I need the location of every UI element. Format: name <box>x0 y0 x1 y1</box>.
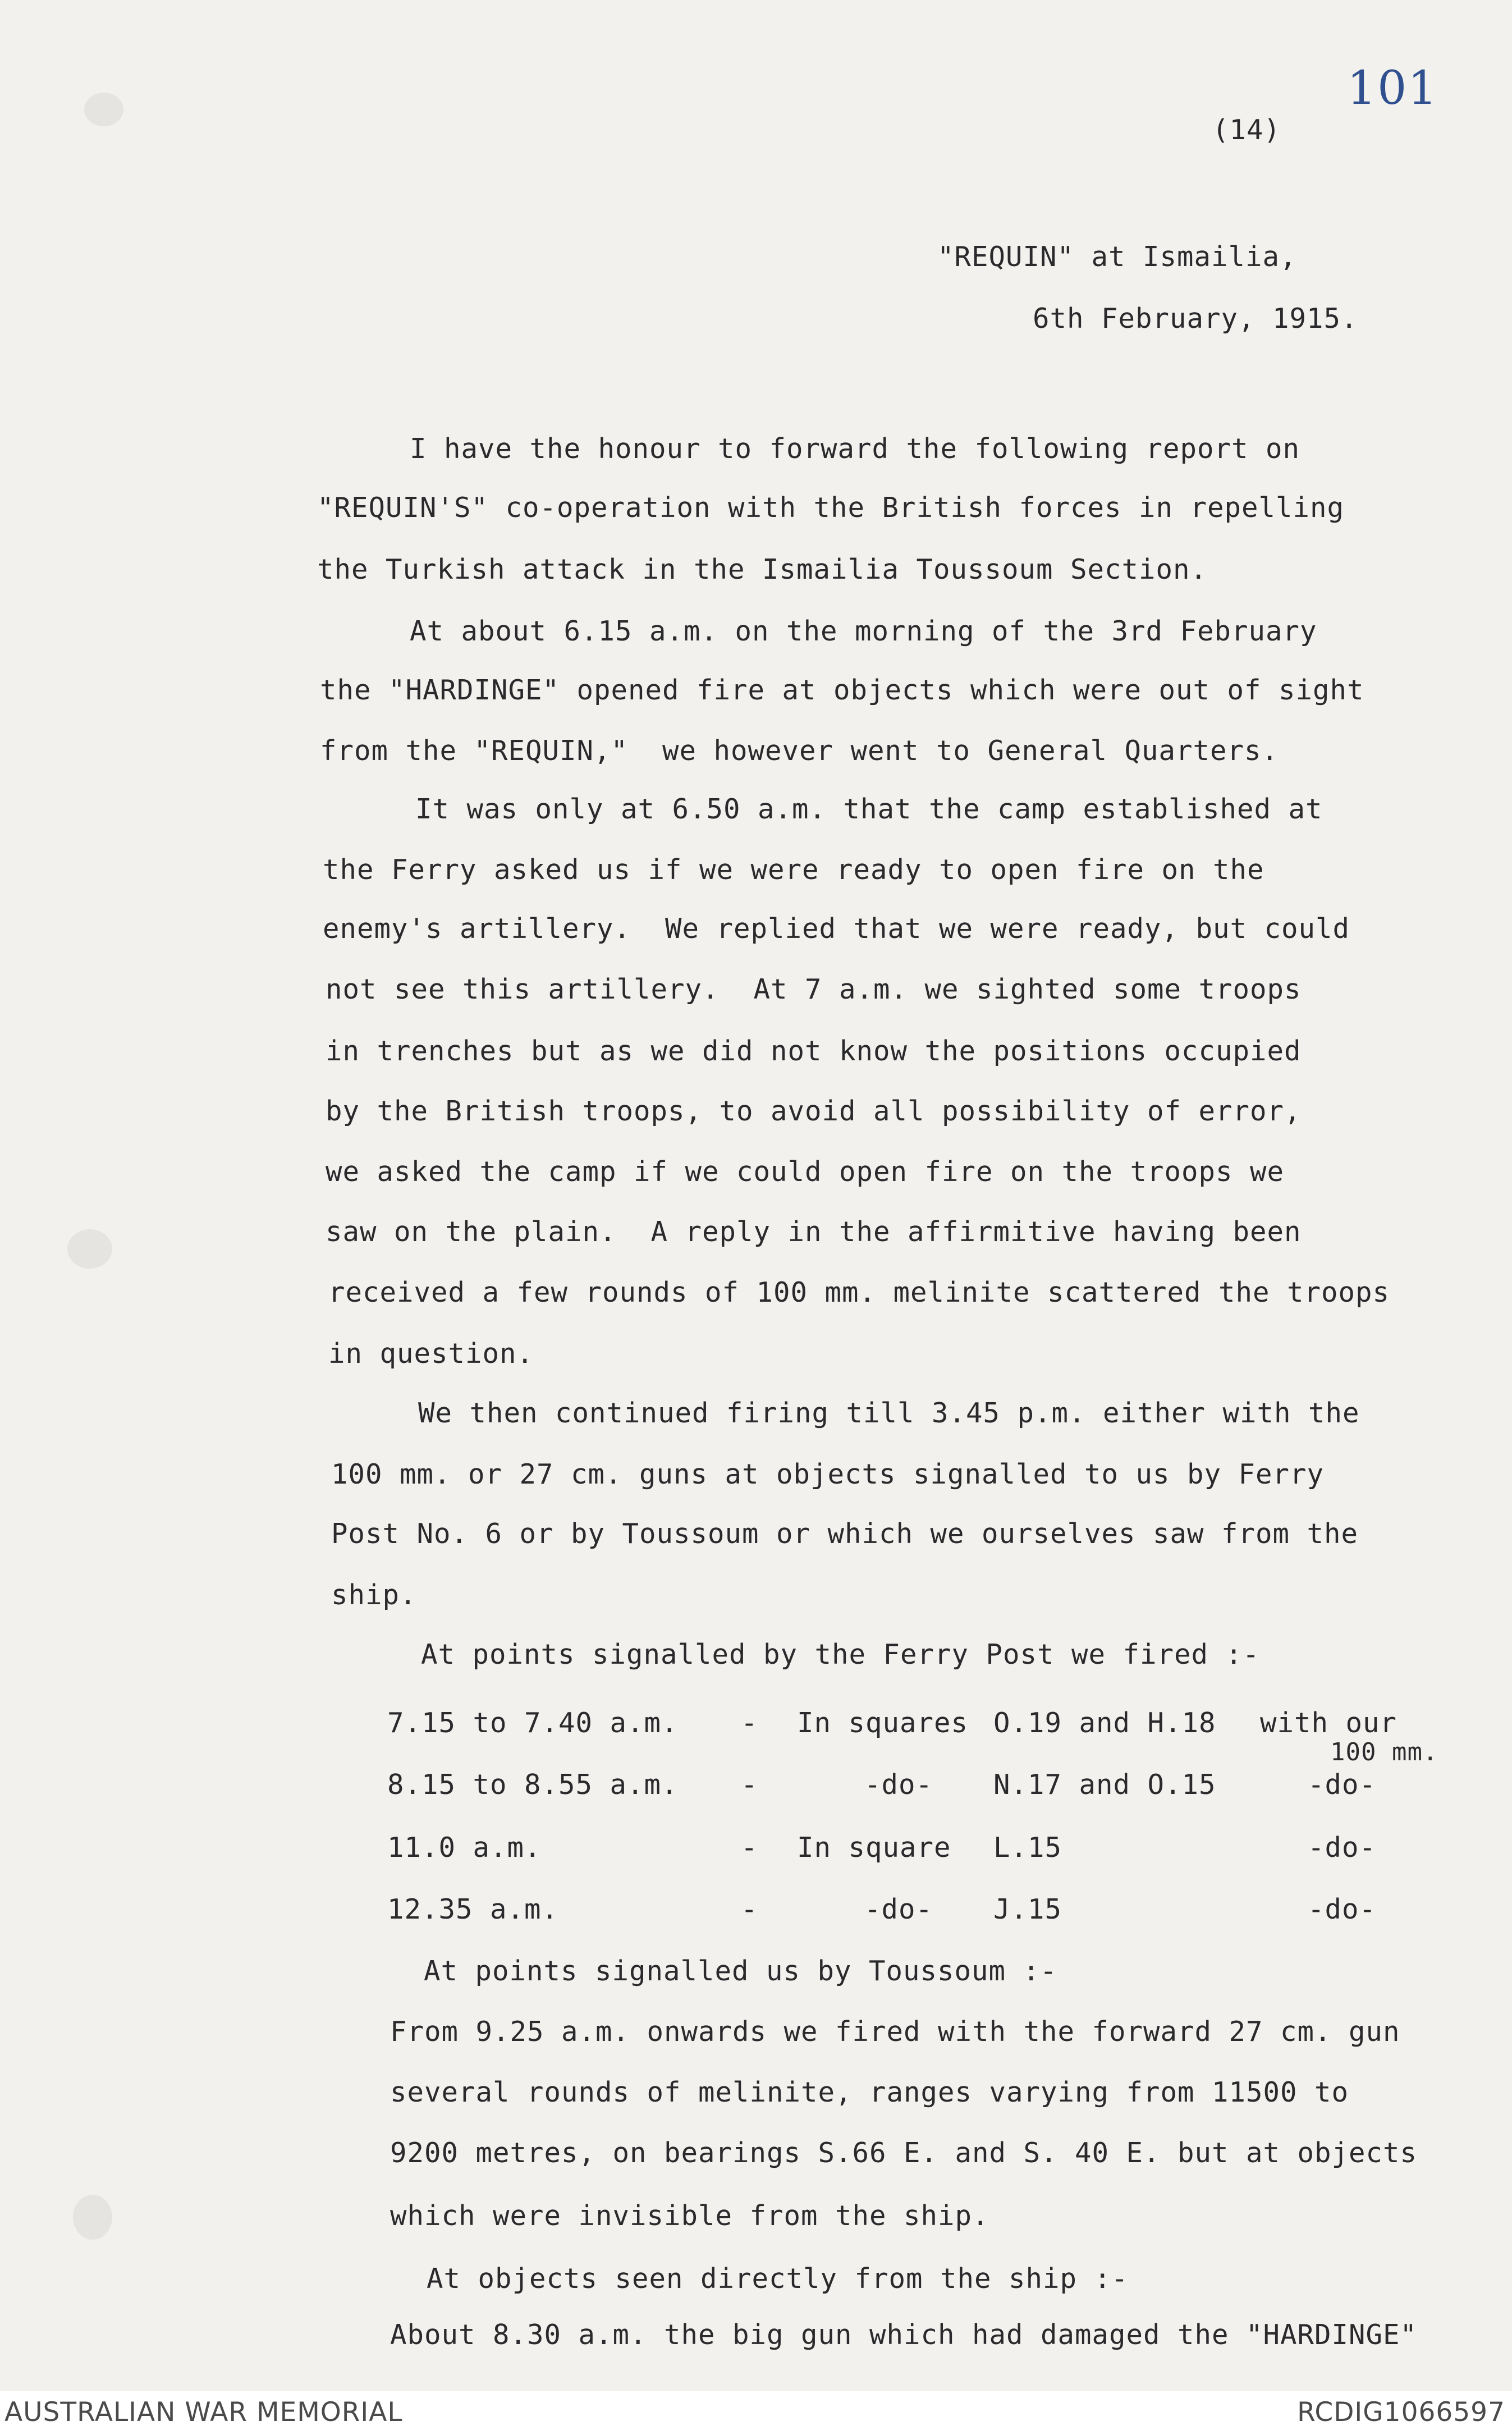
footer-item-id: RCDIG1066597 <box>1297 2397 1505 2428</box>
body-line: the "HARDINGE" opened fire at objects which were out of sight <box>320 674 1364 706</box>
table-row-squares: J.15 <box>993 1893 1062 1925</box>
table-row-time: 7.15 to 7.40 a.m. <box>387 1707 679 1739</box>
body-line: in trenches but as we did not know the positions occupied <box>326 1035 1302 1067</box>
body-line: 9200 metres, on bearings S.66 E. and S. 40 E. but at objects <box>390 2137 1418 2169</box>
date-line: 6th February, 1915. <box>1033 303 1358 335</box>
body-line: At about 6.15 a.m. on the morning of the 3rd February <box>410 615 1317 647</box>
page-number: (14) <box>1212 114 1281 146</box>
paper-crease-mark <box>67 1229 112 1269</box>
body-line: in question. <box>328 1338 534 1370</box>
table-row-place: -do- <box>864 1769 933 1801</box>
table-row-time: 12.35 a.m. <box>387 1893 559 1925</box>
table-row-squares: L.15 <box>993 1832 1062 1864</box>
location-line: "REQUIN" at Ismailia, <box>937 241 1297 273</box>
body-line: the Ferry asked us if we were ready to open fire on the <box>323 854 1264 886</box>
table-row-dash: - <box>741 1893 758 1925</box>
body-line: 100 mm. or 27 cm. guns at objects signalled to us by Ferry <box>331 1458 1325 1490</box>
body-line: received a few rounds of 100 mm. melinite scattered the troops <box>328 1276 1390 1308</box>
body-line: which were invisible from the ship. <box>390 2200 989 2232</box>
table-row-gun: -do- <box>1308 1769 1377 1801</box>
table-row-gun: with our <box>1260 1707 1398 1739</box>
table-row-gun: -do- <box>1308 1893 1377 1925</box>
body-line: several rounds of melinite, ranges varying from 11500 to <box>390 2076 1349 2108</box>
body-line: It was only at 6.50 a.m. that the camp established at <box>415 793 1323 825</box>
paper-crease-mark <box>73 2195 112 2240</box>
body-line: I have the honour to forward the following report on <box>410 433 1300 465</box>
table-row-dash: - <box>741 1832 758 1864</box>
body-line: About 8.30 a.m. the big gun which had damaged the "HARDINGE" <box>390 2319 1418 2351</box>
table-row-place: In squares <box>797 1707 969 1739</box>
body-line: "REQUIN'S" co-operation with the British forces in repelling <box>317 492 1345 524</box>
table-row-dash: - <box>741 1769 758 1801</box>
footer-institution: AUSTRALIAN WAR MEMORIAL <box>4 2397 403 2428</box>
gun-caliber-note: 100 mm. <box>1330 1738 1438 1766</box>
table-row-place: In square <box>797 1832 951 1864</box>
body-line: At objects seen directly from the ship :- <box>427 2263 1129 2295</box>
archive-reference-number: 101 <box>1347 62 1438 115</box>
body-line: At points signalled us by Toussoum :- <box>424 1955 1057 1987</box>
table-row-squares: O.19 and H.18 <box>993 1707 1216 1739</box>
table-row-gun: -do- <box>1308 1832 1377 1864</box>
body-line: the Turkish attack in the Ismailia Toussoum Section. <box>317 553 1208 585</box>
body-line: saw on the plain. A reply in the affirmitive having been <box>326 1216 1302 1248</box>
body-line: enemy's artillery. We replied that we were ready, but could <box>323 913 1350 945</box>
body-line: At points signalled by the Ferry Post we fired :- <box>421 1638 1260 1670</box>
body-line: Post No. 6 or by Toussoum or which we ourselves saw from the <box>331 1518 1359 1550</box>
body-line: from the "REQUIN," we however went to General Quarters. <box>320 735 1279 767</box>
body-line: ship. <box>331 1579 417 1611</box>
body-line: We then continued firing till 3.45 p.m. either with the <box>418 1397 1360 1429</box>
body-line: by the British troops, to avoid all possibility of error, <box>326 1095 1302 1127</box>
table-row-squares: N.17 and O.15 <box>993 1769 1216 1801</box>
table-row-place: -do- <box>864 1893 933 1925</box>
table-row-dash: - <box>741 1707 758 1739</box>
body-line: not see this artillery. At 7 a.m. we sighted some troops <box>326 973 1302 1005</box>
table-row-time: 8.15 to 8.55 a.m. <box>387 1769 679 1801</box>
table-row-time: 11.0 a.m. <box>387 1832 542 1864</box>
paper-crease-mark <box>84 93 123 126</box>
body-line: From 9.25 a.m. onwards we fired with the forward 27 cm. gun <box>390 2016 1400 2048</box>
body-line: we asked the camp if we could open fire on the troops we <box>326 1156 1285 1188</box>
